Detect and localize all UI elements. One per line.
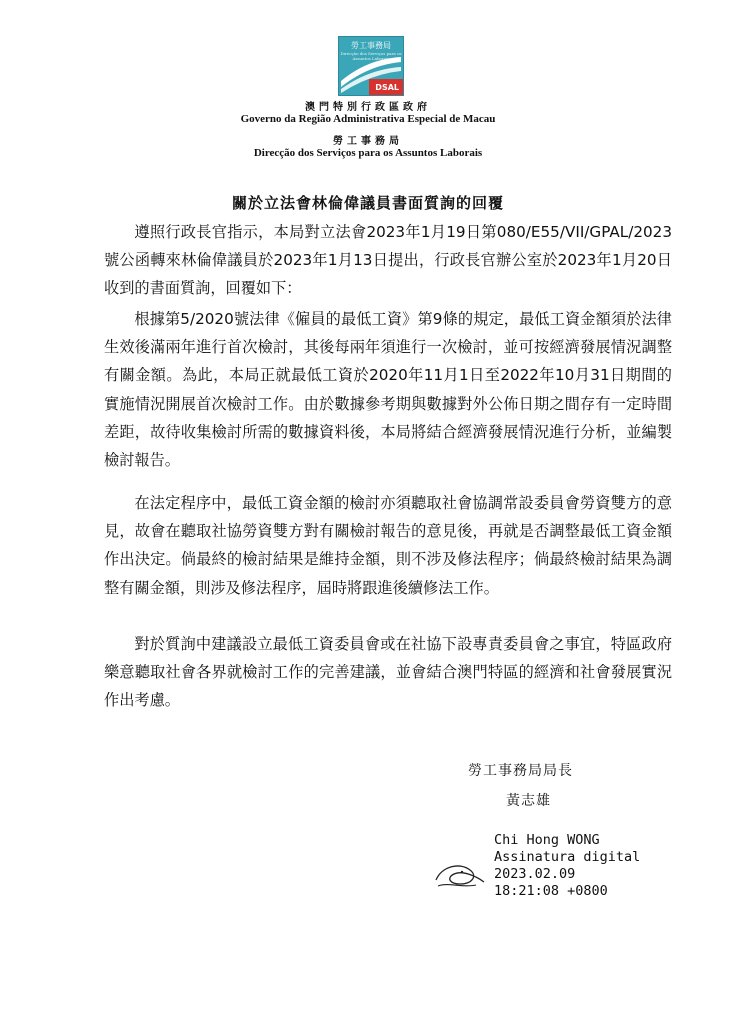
digital-signature	[494, 832, 640, 900]
digital-signature-signer: Chi Hong WONG	[494, 832, 600, 848]
dept-name-pt: Direcção dos Serviços para os Assuntos Laborais	[253, 147, 483, 159]
signer-title: 勞工事務局局長	[468, 763, 573, 779]
digital-signature-time: 18:21:08 +0800	[494, 883, 608, 899]
gov-name-zh: 澳門特別行政區政府	[305, 102, 431, 113]
dsal-logo	[338, 36, 404, 96]
signer-name: 黃志雄	[506, 793, 551, 809]
logo-abbr: DSAL	[375, 83, 399, 92]
document-title: 關於立法會林倫偉議員書面質詢的回覆	[231, 194, 504, 212]
logo-name-zh: 勞工事務局	[351, 41, 391, 50]
dept-name-zh: 勞工事務局	[333, 136, 403, 147]
digital-signature-date: 2023.02.09	[494, 866, 576, 882]
logo-name-sub: Direcção dos Serviços para os Assuntos Laborais	[340, 51, 402, 61]
digital-signature-label: Assinatura digital	[494, 849, 641, 865]
paragraph-2: 根據第5/2020號法律《僱員的最低工資》第9條的規定，最低工資金額須於法律生效後滿兩年進行首次檢討，其後每兩年須進行一次檢討，並可按經濟發展情況調整有關金額。為此，本局正就最低工資於2020年11月1日至2022年10月31日期間的實施情況開展首次檢討工作。由於數據參考期與數據對外公佈日期之間存有一定時間差距，故待收集檢討所需的數據資料後，本局將結合經濟發展情況進行分析，並編製檢討報告。	[104, 310, 672, 470]
paragraph-4: 對於質詢中建議設立最低工資委員會或在社協下設專責委員會之事宜，特區政府樂意聽取社會各界就檢討工作的完善建議，並會結合澳門特區的經濟和社會發展實況作出考慮。	[104, 635, 672, 710]
gov-name-pt: Governo da Região Administrativa Especial de Macau	[240, 113, 496, 125]
paragraph-1: 遵照行政長官指示，本局對立法會2023年1月19日第080/E55/VII/GPAL/2023號公函轉來林倫偉議員於2023年1月13日提出，行政長官辦公室於2023年1月20日收到的書面質詢，回覆如下：	[104, 223, 672, 298]
paragraph-3: 在法定程序中，最低工資金額的檢討亦須聽取社會協調常設委員會勞資雙方的意見，故會在聽取社協勞資雙方對有關檢討報告的意見後，再就是否調整最低工資金額作出決定。倘最終的檢討結果是維持金額，則不涉及修法程序；倘最終檢討結果為調整有關金額，則涉及修法程序，屆時將跟進後續修法工作。	[104, 494, 672, 597]
handwritten-signature-mark	[432, 858, 488, 892]
